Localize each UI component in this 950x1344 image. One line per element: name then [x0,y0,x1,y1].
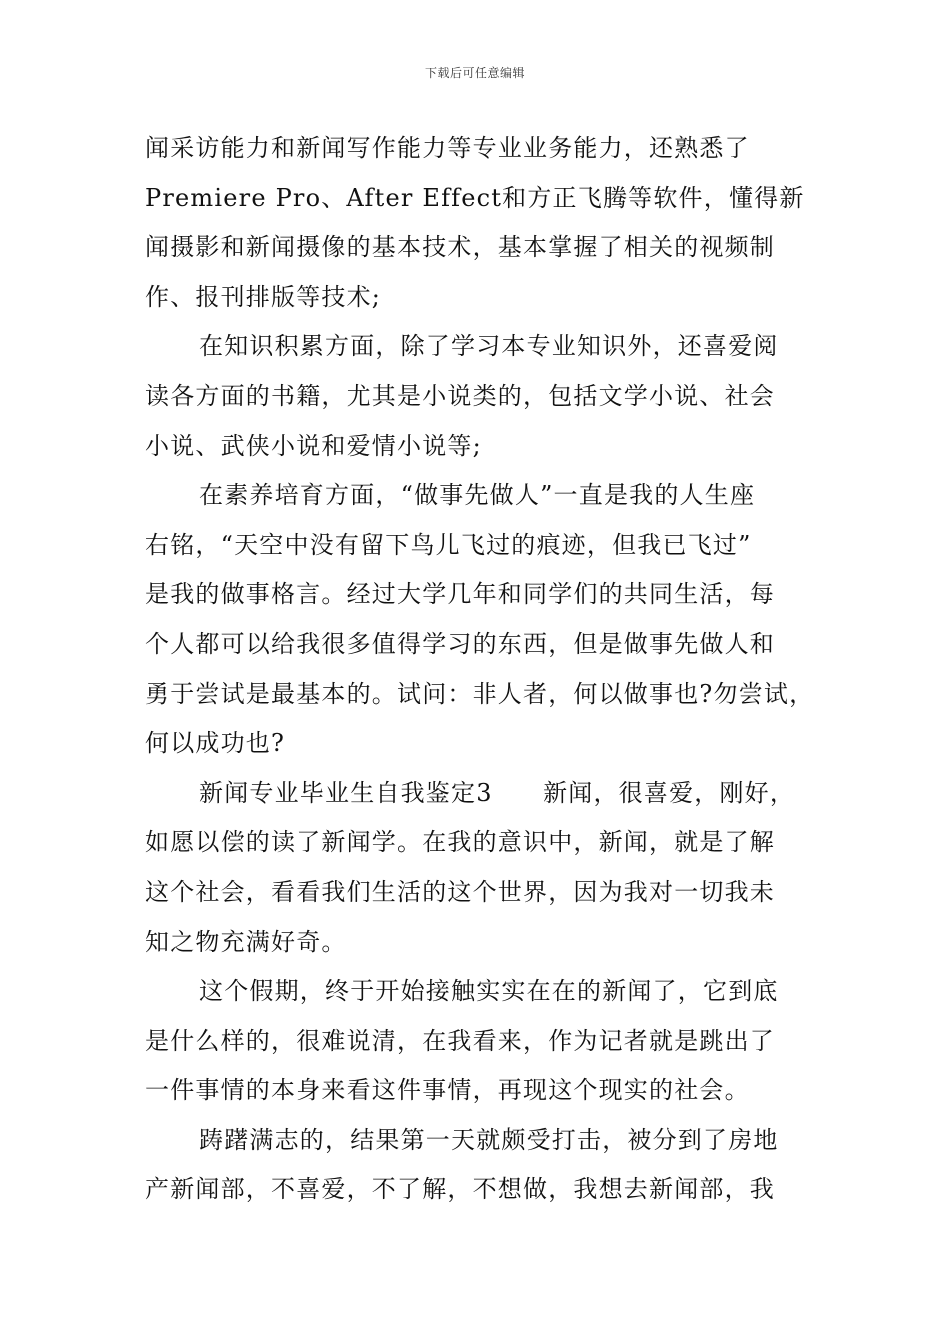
text-line: 这个社会，看看我们生活的这个世界，因为我对一切我未 [145,877,775,906]
text-line: 一件事情的本身来看这件事情，再现这个现实的社会。 [145,1076,750,1105]
paragraph-start-line: 这个假期，终于开始接触实实在在的新闻了，它到底 [199,977,779,1006]
paragraph-start-line: 在知识积累方面，除了学习本专业知识外，还喜爱阅 [199,332,779,361]
paragraph-start-line: 在素养培育方面，“做事先做人”一直是我的人生座 [199,481,756,510]
text-line: 知之物充满好奇。 [145,927,347,956]
text-line: 是什么样的，很难说清，在我看来，作为记者就是跳出了 [145,1026,775,1055]
text-line: Premiere Pro、After Effect和方正飞腾等软件，懂得新 [145,183,805,212]
text-line: 勇于尝试是最基本的。试问：非人者，何以做事也?勿尝试， [145,679,815,708]
text-line: 读各方面的书籍，尤其是小说类的，包括文学小说、社会 [145,381,775,410]
section-heading-line: 新闻专业毕业生自我鉴定3 新闻，很喜爱，刚好， [199,778,796,807]
paragraph-start-line: 踌躇满志的，结果第一天就颇受打击，被分到了房地 [199,1125,779,1154]
text-line: 是我的做事格言。经过大学几年和同学们的共同生活，每 [145,580,775,609]
text-line: 产新闻部，不喜爱，不了解，不想做，我想去新闻部，我 [145,1175,775,1204]
text-line: 作、报刊排版等技术; [145,282,382,311]
text-line: 右铭，“天空中没有留下鸟儿飞过的痕迹，但我已飞过” [145,530,752,559]
text-line: 个人都可以给我很多值得学习的东西，但是做事先做人和 [145,629,775,658]
body-text [145,124,825,1215]
text-line: 小说、武侠小说和爱情小说等; [145,431,482,460]
text-line: 何以成功也? [145,729,286,758]
header-note: 下载后可任意编辑 [424,66,525,80]
text-line: 闻摄影和新闻摄像的基本技术，基本掌握了相关的视频制 [145,233,775,262]
text-line: 如愿以偿的读了新闻学。在我的意识中，新闻，就是了解 [145,828,775,857]
text-line: 闻采访能力和新闻写作能力等专业业务能力，还熟悉了 [145,134,750,162]
